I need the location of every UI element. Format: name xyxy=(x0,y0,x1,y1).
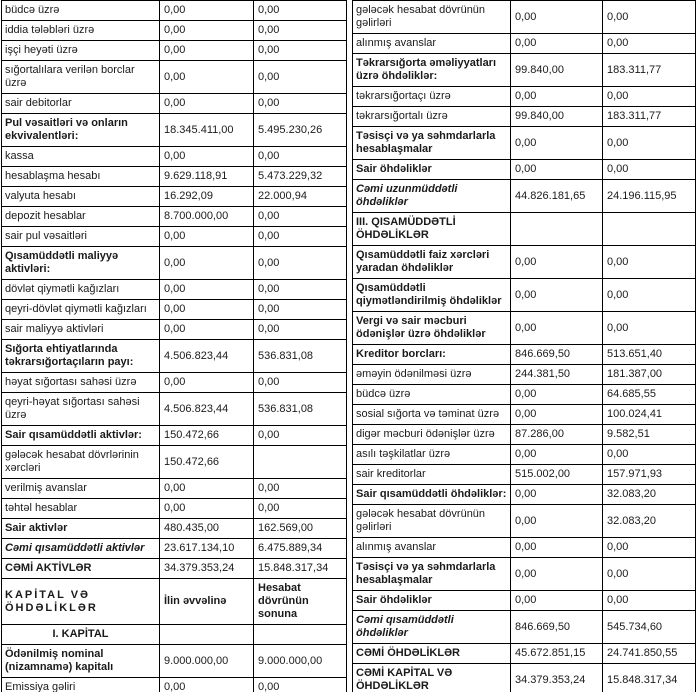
row-label: digər məcburi ödənişlər üzrə xyxy=(353,425,511,445)
table-row xyxy=(353,107,696,127)
row-value-period-start: 23.617.134,10 xyxy=(160,539,254,559)
row-label: Təsisçi və ya səhmdarlarla hesablaşmalar xyxy=(353,558,511,591)
table-row xyxy=(2,340,347,373)
row-value-period-end: 0,00 xyxy=(254,21,347,41)
row-value-period-start: 9.629.118,91 xyxy=(160,167,254,187)
row-value-period-end: 0,00 xyxy=(254,426,347,446)
row-label: Sair qısamüddətli aktivlər: xyxy=(2,426,160,446)
row-label: Cəmi uzunmüddətli öhdəliklər xyxy=(353,180,511,213)
row-label: Qısamüddətli qiymətləndirilmiş öhdəliklər xyxy=(353,279,511,312)
table-row xyxy=(353,1,696,34)
row-label: gələcək hesabat dövrlərinin xərcləri xyxy=(2,446,160,479)
table-row xyxy=(2,61,347,94)
row-label: KAPİTAL VƏ ÖHDƏLİKLƏR xyxy=(2,579,160,625)
table-row xyxy=(353,180,696,213)
row-value-period-start: 0,00 xyxy=(511,558,603,591)
row-value-period-end: 0,00 xyxy=(254,41,347,61)
table-row xyxy=(353,246,696,279)
row-value-period-start: 0,00 xyxy=(160,300,254,320)
row-value-period-end: 5.473.229,32 xyxy=(254,167,347,187)
row-value-period-end xyxy=(603,213,696,246)
balance-sheet-left-table xyxy=(1,0,347,692)
row-label: təkrarsığortaçı üzrə xyxy=(353,87,511,107)
row-label: işçi heyəti üzrə xyxy=(2,41,160,61)
table-row xyxy=(353,385,696,405)
table-row xyxy=(353,345,696,365)
row-label: sair debitorlar xyxy=(2,94,160,114)
row-value-period-start: 244.381,50 xyxy=(511,365,603,385)
row-label: Sair aktivlər xyxy=(2,519,160,539)
row-label: büdcə üzrə xyxy=(353,385,511,405)
row-value-period-start: 0,00 xyxy=(160,373,254,393)
row-value-period-end: 9.000.000,00 xyxy=(254,645,347,678)
row-value-period-end: 0,00 xyxy=(254,280,347,300)
row-value-period-start xyxy=(511,213,603,246)
row-value-period-start: 0,00 xyxy=(160,61,254,94)
row-label: CƏMİ AKTİVLƏR xyxy=(2,559,160,579)
row-value-period-end: 0,00 xyxy=(603,127,696,160)
table-row xyxy=(2,678,347,692)
row-value-period-end: 0,00 xyxy=(603,246,696,279)
table-row xyxy=(2,519,347,539)
table-row xyxy=(353,213,696,246)
table-row xyxy=(2,247,347,280)
row-value-period-start: İlin əvvəlinə xyxy=(160,579,254,625)
row-value-period-start: 0,00 xyxy=(511,127,603,160)
row-label: III. QISAMÜDDƏTLİ ÖHDƏLİKLƏR xyxy=(353,213,511,246)
table-row xyxy=(2,114,347,147)
row-label: təhtəl hesablar xyxy=(2,499,160,519)
row-value-period-end: 0,00 xyxy=(254,678,347,692)
row-value-period-start: 45.672.851,15 xyxy=(511,644,603,664)
row-value-period-end: 0,00 xyxy=(254,207,347,227)
table-row xyxy=(353,505,696,538)
row-value-period-start: 34.379.353,24 xyxy=(511,664,603,692)
table-row xyxy=(2,499,347,519)
row-value-period-end: 15.848.317,34 xyxy=(254,559,347,579)
row-value-period-start: 0,00 xyxy=(511,385,603,405)
row-label: əməyin ödənilməsi üzrə xyxy=(353,365,511,385)
table-row xyxy=(353,160,696,180)
row-label: hesablaşma hesabı xyxy=(2,167,160,187)
table-row xyxy=(2,300,347,320)
row-label: depozit hesablar xyxy=(2,207,160,227)
row-value-period-start: 846.669,50 xyxy=(511,611,603,644)
row-value-period-start: 150.472,66 xyxy=(160,446,254,479)
row-value-period-start: 87.286,00 xyxy=(511,425,603,445)
row-value-period-start: 0,00 xyxy=(511,485,603,505)
table-row xyxy=(353,127,696,160)
row-value-period-end: 0,00 xyxy=(603,558,696,591)
row-value-period-start: 0,00 xyxy=(511,505,603,538)
table-row xyxy=(353,611,696,644)
right-table-body xyxy=(353,1,696,692)
row-value-period-end: 0,00 xyxy=(603,312,696,345)
row-value-period-end xyxy=(254,446,347,479)
row-value-period-end: 0,00 xyxy=(254,373,347,393)
row-value-period-start: 0,00 xyxy=(511,405,603,425)
row-value-period-start: 4.506.823,44 xyxy=(160,340,254,373)
table-row xyxy=(353,538,696,558)
row-value-period-end: 0,00 xyxy=(603,591,696,611)
row-value-period-end: 0,00 xyxy=(603,445,696,465)
row-value-period-start: 0,00 xyxy=(511,591,603,611)
row-value-period-start: 0,00 xyxy=(511,1,603,34)
row-value-period-end: 0,00 xyxy=(603,1,696,34)
row-value-period-start: 0,00 xyxy=(511,312,603,345)
table-row xyxy=(2,426,347,446)
row-value-period-end: 545.734,60 xyxy=(603,611,696,644)
table-row xyxy=(353,34,696,54)
table-row xyxy=(2,227,347,247)
row-value-period-start: 0,00 xyxy=(160,94,254,114)
row-value-period-start: 99.840,00 xyxy=(511,54,603,87)
row-label: həyat sığortası sahəsi üzrə xyxy=(2,373,160,393)
row-label: gələcək hesabat dövrünün gəlirləri xyxy=(353,505,511,538)
row-value-period-end: 6.475.889,34 xyxy=(254,539,347,559)
row-value-period-end: 0,00 xyxy=(603,87,696,107)
table-row xyxy=(353,465,696,485)
row-value-period-end: 24.196.115,95 xyxy=(603,180,696,213)
row-value-period-start: 0,00 xyxy=(511,445,603,465)
table-row xyxy=(353,405,696,425)
table-row xyxy=(2,280,347,300)
row-value-period-start: 0,00 xyxy=(160,1,254,21)
row-label: kassa xyxy=(2,147,160,167)
row-value-period-start: 480.435,00 xyxy=(160,519,254,539)
table-row xyxy=(353,664,696,692)
row-label: Sığorta ehtiyatlarında təkrarsığortaçıların payı: xyxy=(2,340,160,373)
row-value-period-start: 0,00 xyxy=(160,227,254,247)
row-label: CƏMİ ÖHDƏLİKLƏR xyxy=(353,644,511,664)
row-value-period-start: 0,00 xyxy=(511,34,603,54)
row-label: sığortalılara verilən borclar üzrə xyxy=(2,61,160,94)
row-label: Qısamüddətli faiz xərcləri yaradan öhdəliklər xyxy=(353,246,511,279)
row-value-period-end: 0,00 xyxy=(254,94,347,114)
left-table-body xyxy=(2,1,347,692)
row-label: Kreditor borcları: xyxy=(353,345,511,365)
row-value-period-start: 99.840,00 xyxy=(511,107,603,127)
table-row xyxy=(2,579,347,625)
row-label: Sair öhdəliklər xyxy=(353,160,511,180)
table-row xyxy=(2,479,347,499)
row-value-period-end: 9.582,51 xyxy=(603,425,696,445)
row-label: alınmış avanslar xyxy=(353,538,511,558)
row-value-period-end: 0,00 xyxy=(254,479,347,499)
row-value-period-end: 22.000,94 xyxy=(254,187,347,207)
row-value-period-start: 44.826.181,65 xyxy=(511,180,603,213)
row-value-period-start xyxy=(160,625,254,645)
row-label: Sair öhdəliklər xyxy=(353,591,511,611)
row-value-period-start: 0,00 xyxy=(511,160,603,180)
row-label: asılı təşkilatlar üzrə xyxy=(353,445,511,465)
table-row xyxy=(353,644,696,664)
table-row xyxy=(353,425,696,445)
table-row xyxy=(2,320,347,340)
row-label: qeyri-həyat sığortası sahəsi üzrə xyxy=(2,393,160,426)
row-value-period-end: 15.848.317,34 xyxy=(603,664,696,692)
table-row xyxy=(353,445,696,465)
row-value-period-end: 32.083,20 xyxy=(603,485,696,505)
table-row xyxy=(353,365,696,385)
row-value-period-end: 0,00 xyxy=(254,247,347,280)
row-value-period-end: 0,00 xyxy=(603,160,696,180)
row-value-period-end: 0,00 xyxy=(254,1,347,21)
table-row xyxy=(353,279,696,312)
table-row xyxy=(353,485,696,505)
row-value-period-end: 0,00 xyxy=(603,34,696,54)
table-row xyxy=(2,187,347,207)
row-label: sair maliyyə aktivləri xyxy=(2,320,160,340)
row-value-period-start: 0,00 xyxy=(160,320,254,340)
row-value-period-start: 8.700.000,00 xyxy=(160,207,254,227)
row-label: Cəmi qısamüddətli öhdəliklər xyxy=(353,611,511,644)
table-row xyxy=(2,446,347,479)
row-label: gələcək hesabat dövrünün gəlirləri xyxy=(353,1,511,34)
row-value-period-end: 32.083,20 xyxy=(603,505,696,538)
row-label: Ödənilmiş nominal (nizamnamə) kapitalı xyxy=(2,645,160,678)
row-label: I. KAPİTAL xyxy=(2,625,160,645)
row-value-period-start: 0,00 xyxy=(511,246,603,279)
row-value-period-end: 24.741.850,55 xyxy=(603,644,696,664)
row-value-period-end: 0,00 xyxy=(603,279,696,312)
row-value-period-end: 0,00 xyxy=(254,320,347,340)
row-label: Təsisçi və ya səhmdarlarla hesablaşmalar xyxy=(353,127,511,160)
row-value-period-end xyxy=(254,625,347,645)
row-value-period-end: 0,00 xyxy=(254,147,347,167)
row-label: Vergi və sair məcburi ödənişlər üzrə öhdəliklər xyxy=(353,312,511,345)
row-label: sosial sığorta və təminat üzrə xyxy=(353,405,511,425)
row-value-period-start: 0,00 xyxy=(160,479,254,499)
row-label: büdcə üzrə xyxy=(2,1,160,21)
row-value-period-end: 181.387,00 xyxy=(603,365,696,385)
table-row xyxy=(2,1,347,21)
row-value-period-start: 515.002,00 xyxy=(511,465,603,485)
row-value-period-start: 16.292,09 xyxy=(160,187,254,207)
row-value-period-start: 0,00 xyxy=(511,538,603,558)
row-label: Sair qısamüddətli öhdəliklər: xyxy=(353,485,511,505)
row-label: Qısamüddətli maliyyə aktivləri: xyxy=(2,247,160,280)
row-label: verilmiş avanslar xyxy=(2,479,160,499)
row-value-period-end: 157.971,93 xyxy=(603,465,696,485)
row-value-period-start: 9.000.000,00 xyxy=(160,645,254,678)
table-row xyxy=(353,54,696,87)
row-value-period-end: 5.495.230,26 xyxy=(254,114,347,147)
row-value-period-end: 64.685,55 xyxy=(603,385,696,405)
row-value-period-start: 846.669,50 xyxy=(511,345,603,365)
row-label: Emissiya gəliri xyxy=(2,678,160,692)
row-label: alınmış avanslar xyxy=(353,34,511,54)
row-value-period-end: Hesabat dövrünün sonuna xyxy=(254,579,347,625)
row-value-period-end: 0,00 xyxy=(603,538,696,558)
row-label: qeyri-dövlət qiymətli kağızları xyxy=(2,300,160,320)
row-value-period-end: 513.651,40 xyxy=(603,345,696,365)
row-value-period-end: 183.311,77 xyxy=(603,107,696,127)
row-value-period-start: 0,00 xyxy=(160,41,254,61)
table-row xyxy=(353,87,696,107)
row-value-period-end: 0,00 xyxy=(254,227,347,247)
row-value-period-end: 0,00 xyxy=(254,499,347,519)
row-value-period-start: 18.345.411,00 xyxy=(160,114,254,147)
balance-sheet-right-table xyxy=(352,0,696,692)
row-value-period-end: 100.024,41 xyxy=(603,405,696,425)
row-value-period-end: 0,00 xyxy=(254,300,347,320)
table-row xyxy=(2,41,347,61)
row-label: CƏMİ KAPİTAL VƏ ÖHDƏLİKLƏR xyxy=(353,664,511,692)
row-value-period-start: 34.379.353,24 xyxy=(160,559,254,579)
row-value-period-end: 0,00 xyxy=(254,61,347,94)
row-label: Cəmi qısamüddətli aktivlər xyxy=(2,539,160,559)
table-row xyxy=(2,167,347,187)
row-label: iddia tələbləri üzrə xyxy=(2,21,160,41)
row-value-period-start: 0,00 xyxy=(160,499,254,519)
table-row xyxy=(2,94,347,114)
table-row xyxy=(353,312,696,345)
row-label: təkrarsığortalı üzrə xyxy=(353,107,511,127)
table-row xyxy=(2,645,347,678)
row-value-period-start: 150.472,66 xyxy=(160,426,254,446)
row-label: Təkrarsığorta əməliyyatları üzrə öhdəliklər: xyxy=(353,54,511,87)
row-label: dövlət qiymətli kağızları xyxy=(2,280,160,300)
row-value-period-start: 0,00 xyxy=(160,21,254,41)
row-value-period-start: 0,00 xyxy=(511,87,603,107)
row-value-period-end: 536.831,08 xyxy=(254,340,347,373)
row-value-period-end: 183.311,77 xyxy=(603,54,696,87)
table-row xyxy=(353,591,696,611)
row-label: valyuta hesabı xyxy=(2,187,160,207)
table-row xyxy=(2,21,347,41)
row-value-period-start: 0,00 xyxy=(160,147,254,167)
row-value-period-start: 0,00 xyxy=(160,678,254,692)
row-value-period-start: 0,00 xyxy=(160,280,254,300)
row-value-period-start: 4.506.823,44 xyxy=(160,393,254,426)
table-row xyxy=(2,393,347,426)
row-value-period-end: 162.569,00 xyxy=(254,519,347,539)
table-row xyxy=(2,539,347,559)
table-row xyxy=(2,147,347,167)
table-row xyxy=(2,559,347,579)
row-value-period-start: 0,00 xyxy=(160,247,254,280)
row-label: sair pul vəsaitləri xyxy=(2,227,160,247)
row-value-period-start: 0,00 xyxy=(511,279,603,312)
table-row xyxy=(2,373,347,393)
row-value-period-end: 536.831,08 xyxy=(254,393,347,426)
table-row xyxy=(2,625,347,645)
table-row xyxy=(353,558,696,591)
table-row xyxy=(2,207,347,227)
row-label: sair kreditorlar xyxy=(353,465,511,485)
row-label: Pul vəsaitləri və onların ekvivalentləri: xyxy=(2,114,160,147)
